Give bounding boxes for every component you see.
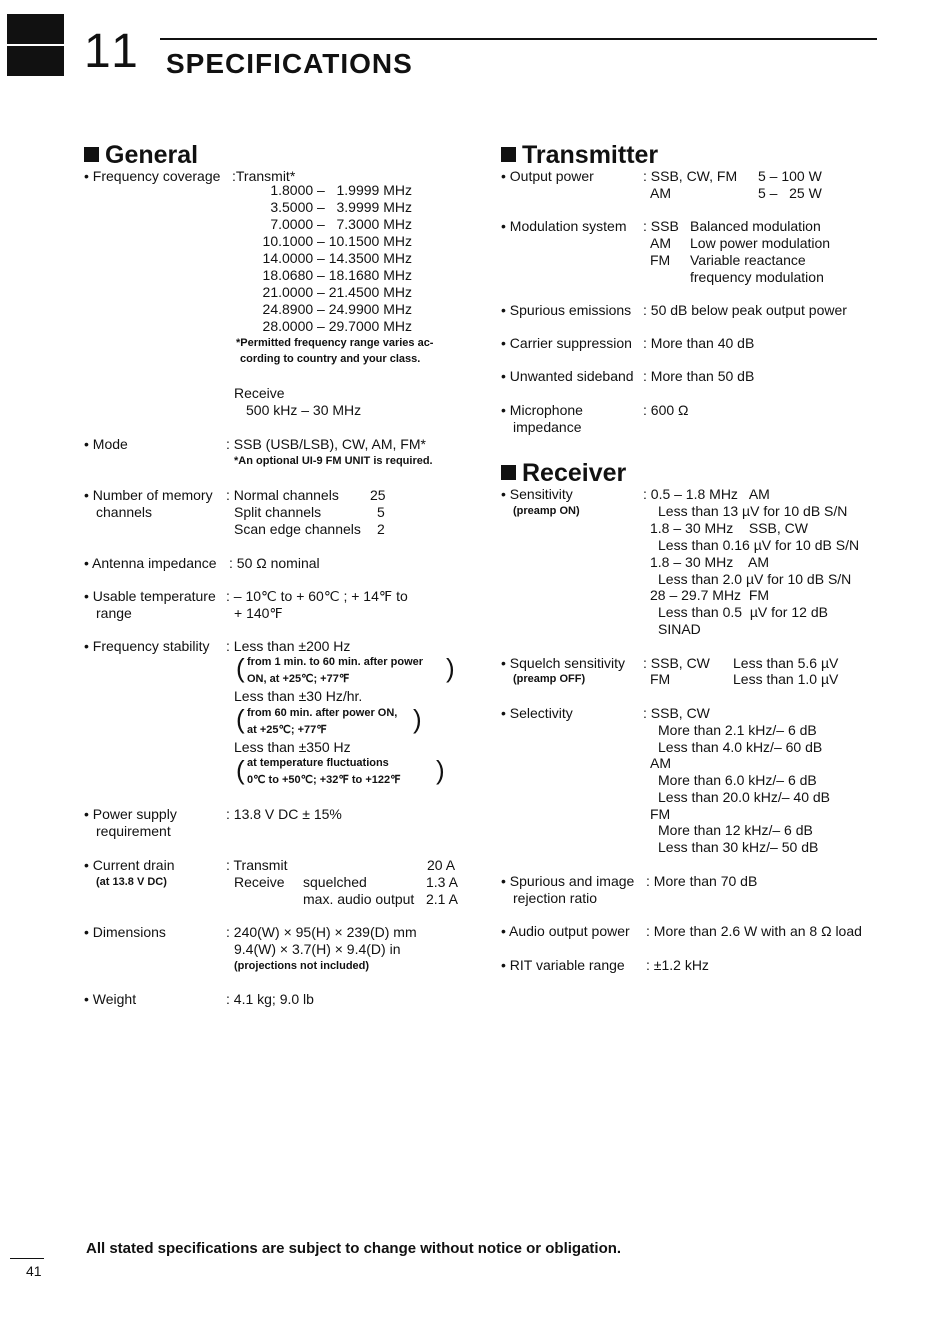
mic-label: • Microphone	[501, 402, 583, 418]
paren-open: (	[236, 704, 245, 734]
freq-range: 21.0000 – 21.4500 MHz	[262, 284, 412, 300]
memory-name: Scan edge channels	[234, 521, 361, 537]
freq-range: 24.8900 – 24.9900 MHz	[262, 301, 412, 317]
sensitivity-line: 1.8 – 30 MHz SSB, CW	[650, 520, 808, 536]
memory-count: 5	[377, 504, 385, 520]
freq-range: 14.0000 – 14.3500 MHz	[262, 250, 412, 266]
antenna-value: : 50 Ω nominal	[229, 555, 320, 571]
rit-value: : ±1.2 kHz	[646, 957, 709, 973]
temp-label: range	[96, 605, 132, 621]
mic-value: : 600 Ω	[643, 402, 689, 418]
sensitivity-sub: (preamp ON)	[513, 505, 580, 517]
freq-range: 7.0000 – 7.3000 MHz	[270, 216, 412, 232]
rit-label: • RIT variable range	[501, 957, 625, 973]
page-number: 41	[26, 1263, 42, 1279]
selectivity-line: AM	[650, 755, 671, 771]
drain-max: max. audio output	[303, 891, 415, 907]
output-power-label: • Output power	[501, 168, 594, 184]
chapter-tab-top	[7, 14, 64, 44]
sensitivity-line: 28 – 29.7 MHz FM	[650, 587, 770, 603]
page-title: SPECIFICATIONS	[166, 48, 413, 79]
dimensions-label: • Dimensions	[84, 924, 166, 940]
modulation-desc: Balanced modulation	[690, 218, 821, 234]
modulation-mode: FM	[650, 252, 671, 268]
carrier-label: • Carrier suppression	[501, 335, 632, 351]
bullet-square-icon	[501, 147, 516, 162]
modulation-mode: : SSB	[643, 218, 679, 234]
audio-output-value: : More than 2.6 W with an 8 Ω load	[646, 923, 862, 939]
modulation-mode: AM	[650, 235, 671, 251]
freq-coverage-label: • Frequency coverage	[84, 168, 221, 184]
sideband-label: • Unwanted sideband	[501, 368, 634, 384]
drain-sub: (at 13.8 V DC)	[96, 876, 167, 888]
chapter-number: 11	[84, 25, 142, 78]
selectivity-line: Less than 4.0 kHz/– 60 dB	[658, 739, 823, 755]
dimensions-note: (projections not included)	[234, 960, 370, 972]
image-rejection-label: rejection ratio	[513, 890, 598, 906]
selectivity-line: More than 12 kHz/– 6 dB	[658, 822, 813, 838]
squelch-label: • Squelch sensitivity	[501, 655, 625, 671]
drain-squelched: squelched	[303, 874, 367, 890]
stability-note: ON, at +25℃; +77℉	[247, 673, 350, 685]
footer-note: All stated specifications are subject to change without notice or obligation.	[86, 1240, 622, 1257]
stability-value: : Less than ±200 Hz	[226, 638, 351, 654]
selectivity-line: FM	[650, 806, 671, 822]
weight-value: : 4.1 kg; 9.0 lb	[226, 991, 314, 1007]
power-value: : 13.8 V DC ± 15%	[226, 806, 342, 822]
squelch-mode: : SSB, CW	[643, 655, 710, 671]
bullet-square-icon	[501, 465, 516, 480]
drain-transmit-value: 20 A	[427, 857, 456, 873]
paren-open: (	[236, 755, 245, 785]
selectivity-line: Less than 20.0 kHz/– 40 dB	[658, 789, 830, 805]
memory-label: channels	[96, 504, 153, 520]
freq-transmit-label: :Transmit*	[232, 168, 296, 184]
stability-value: Less than ±350 Hz	[234, 739, 351, 755]
paren-close: )	[446, 653, 455, 683]
drain-label: • Current drain	[84, 857, 175, 873]
stability-label: • Frequency stability	[84, 638, 210, 654]
header-rule	[160, 38, 877, 40]
power-label: requirement	[96, 823, 171, 839]
memory-name: Split channels	[234, 504, 322, 520]
mic-label: impedance	[513, 419, 582, 435]
carrier-value: : More than 40 dB	[643, 335, 755, 351]
dimensions-value: : 240(W) × 95(H) × 239(D) mm	[226, 924, 417, 940]
freq-range: 3.5000 – 3.9999 MHz	[270, 199, 412, 215]
squelch-value: Less than 1.0 µV	[733, 671, 839, 687]
image-rejection-label: • Spurious and image	[501, 873, 635, 889]
output-value: 5 – 25 W	[758, 185, 822, 201]
squelch-sub: (preamp OFF)	[513, 673, 586, 685]
drain-transmit: : Transmit	[226, 857, 288, 873]
antenna-label: • Antenna impedance	[84, 555, 217, 571]
bullet-square-icon	[84, 147, 99, 162]
stability-value: Less than ±30 Hz/hr.	[234, 688, 363, 704]
output-value: 5 – 100 W	[758, 168, 822, 184]
sensitivity-line: Less than 0.16 µV for 10 dB S/N	[658, 537, 860, 553]
page-number-rule	[10, 1258, 44, 1259]
temp-value: + 140℉	[234, 605, 283, 621]
power-label: • Power supply	[84, 806, 177, 822]
temp-label: • Usable temperature	[84, 588, 216, 604]
selectivity-line: : SSB, CW	[643, 705, 710, 721]
paren-close: )	[413, 704, 422, 734]
chapter-tab-bottom	[7, 46, 64, 76]
stability-note: 0℃ to +50℃; +32℉ to +122℉	[247, 774, 401, 786]
receive-label: Receive	[234, 385, 285, 401]
paren-close: )	[436, 755, 445, 785]
memory-count: 2	[377, 521, 385, 537]
memory-label: • Number of memory	[84, 487, 213, 503]
freq-range: 1.8000 – 1.9999 MHz	[270, 182, 412, 198]
spurious-value: : 50 dB below peak output power	[643, 302, 847, 318]
audio-output-label: • Audio output power	[501, 923, 630, 939]
output-mode: AM	[650, 185, 671, 201]
paren-open: (	[236, 653, 245, 683]
modulation-label: • Modulation system	[501, 218, 627, 234]
freq-ranges-list	[236, 182, 412, 335]
modulation-desc: Variable reactance	[690, 252, 806, 268]
sensitivity-line: Less than 13 µV for 10 dB S/N	[658, 503, 848, 519]
temp-value: : – 10℃ to + 60℃ ; + 14℉ to	[226, 588, 408, 604]
modulation-desc: Low power modulation	[690, 235, 831, 251]
weight-label: • Weight	[84, 991, 137, 1007]
sensitivity-line: Less than 2.0 µV for 10 dB S/N	[658, 571, 852, 587]
squelch-mode: FM	[650, 671, 671, 687]
section-general-heading: General	[84, 143, 198, 168]
memory-name: : Normal channels	[226, 487, 339, 503]
drain-squelched-value: 1.3 A	[426, 874, 458, 890]
modulation-desc: frequency modulation	[690, 269, 824, 285]
memory-count: 25	[370, 487, 386, 503]
receive-range: 500 kHz – 30 MHz	[246, 402, 362, 418]
mode-label: • Mode	[84, 436, 128, 452]
selectivity-label: • Selectivity	[501, 705, 573, 721]
section-receiver-heading: Receiver	[501, 461, 626, 486]
freq-range: 28.0000 – 29.7000 MHz	[262, 318, 412, 334]
spurious-label: • Spurious emissions	[501, 302, 632, 318]
freq-range: 18.0680 – 18.1680 MHz	[262, 267, 412, 283]
drain-receive: Receive	[234, 874, 285, 890]
output-mode: : SSB, CW, FM	[643, 168, 738, 184]
selectivity-line: More than 6.0 kHz/– 6 dB	[658, 772, 817, 788]
drain-max-value: 2.1 A	[426, 891, 458, 907]
stability-note: from 1 min. to 60 min. after power	[247, 656, 424, 668]
section-transmitter-heading: Transmitter	[501, 143, 658, 168]
selectivity-line: More than 2.1 kHz/– 6 dB	[658, 722, 817, 738]
sensitivity-line: : 0.5 – 1.8 MHz AM	[643, 486, 770, 502]
sensitivity-line: 1.8 – 30 MHz AM	[650, 554, 770, 570]
squelch-value: Less than 5.6 µV	[733, 655, 839, 671]
mode-note: *An optional UI-9 FM UNIT is required.	[234, 455, 433, 467]
sensitivity-line: SINAD	[658, 621, 701, 637]
stability-note: from 60 min. after power ON,	[247, 707, 398, 719]
sideband-value: : More than 50 dB	[643, 368, 755, 384]
freq-range: 10.1000 – 10.1500 MHz	[262, 233, 412, 249]
freq-note: cording to country and your class.	[240, 353, 421, 365]
sensitivity-label: • Sensitivity	[501, 486, 573, 502]
stability-note: at temperature fluctuations	[247, 757, 389, 769]
image-rejection-value: : More than 70 dB	[646, 873, 758, 889]
stability-note: at +25℃; +77℉	[247, 724, 327, 736]
mode-value: : SSB (USB/LSB), CW, AM, FM*	[226, 436, 426, 452]
selectivity-line: Less than 30 kHz/– 50 dB	[658, 839, 819, 855]
sensitivity-line: Less than 0.5 µV for 12 dB	[658, 604, 828, 620]
dimensions-value: 9.4(W) × 3.7(H) × 9.4(D) in	[234, 941, 401, 957]
freq-note: *Permitted frequency range varies ac-	[236, 337, 434, 349]
